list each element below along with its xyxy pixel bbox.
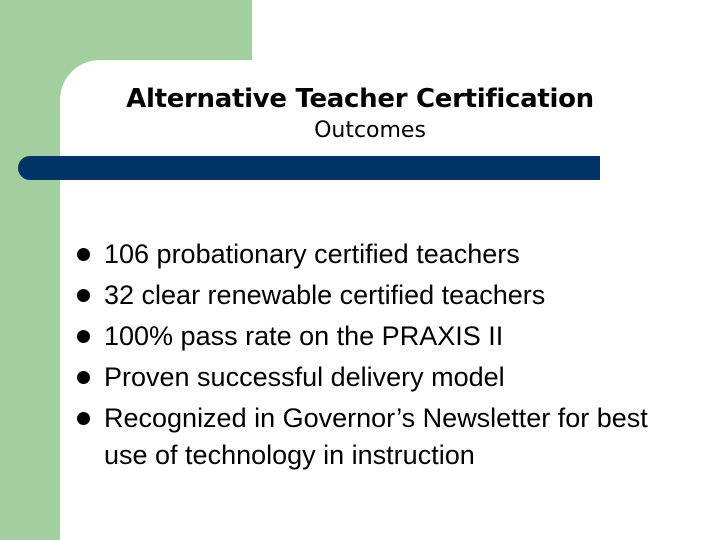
bullet-dot-icon bbox=[77, 371, 90, 384]
bullet-text: 32 clear renewable certified teachers bbox=[104, 280, 546, 310]
bullet-dot-icon bbox=[77, 330, 90, 343]
bullet-dot-icon bbox=[77, 248, 90, 261]
bullet-text: 106 probationary certified teachers bbox=[104, 239, 520, 269]
bullet-text: 100% pass rate on the PRAXIS II bbox=[104, 321, 504, 351]
bullet-text: Proven successful delivery model bbox=[104, 362, 505, 392]
slide-title: Alternative Teacher Certification bbox=[126, 84, 594, 114]
bullet-dot-icon bbox=[77, 289, 90, 302]
slide-subtitle: Outcomes bbox=[314, 118, 426, 143]
title-divider-bar bbox=[18, 156, 600, 180]
bullet-text: Recognized in Governor’s Newsletter for best use of technology in instruction bbox=[104, 403, 648, 470]
bullet-dot-icon bbox=[77, 412, 90, 425]
